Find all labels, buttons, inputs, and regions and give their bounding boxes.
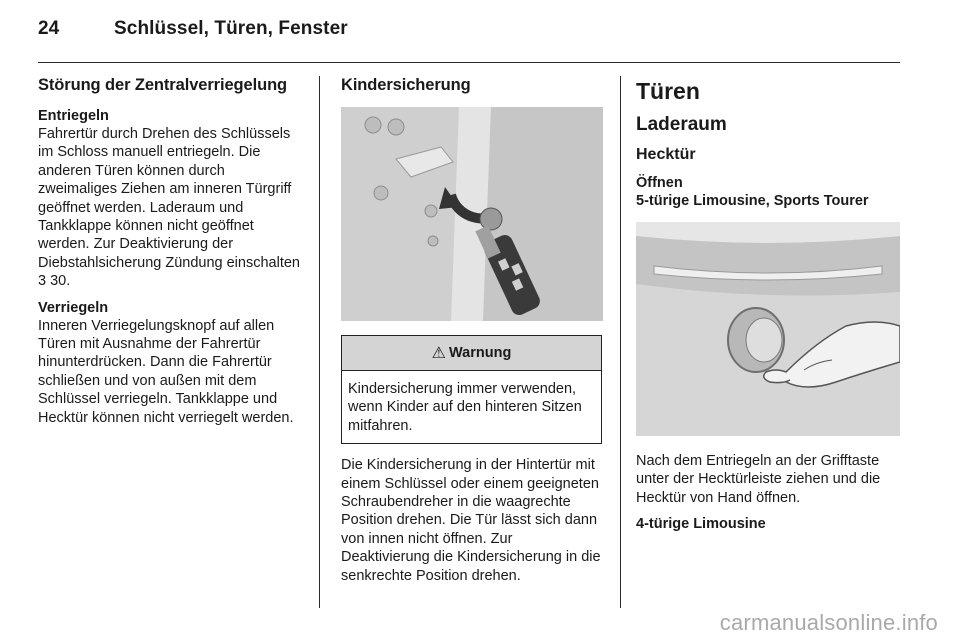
warning-box: [341, 335, 602, 444]
lock-text: Inneren Verriegelungsknopf auf allen Türen mit Ausnahme der Fahrertür hinunterdrücken. Dann die Fahrertür schließen und von außen mit dem Schlüssel verriegeln. Tankklappe und Hecktür können nicht verriegelt werden.: [38, 317, 294, 426]
unlock-text: Fahrertür durch Drehen des Schlüssels im Schloss manuell entriegeln. Die anderen Türen können durch zweimaliges Ziehen am inneren Türgriff geöffnet werden. Laderaum und Tankklappe können nicht geöffnet werden. Zur Deaktivierung der Diebstahlsicherung Zündung einschalten 3 30.: [38, 126, 300, 290]
subheading-unlock: Entriegeln: [38, 108, 109, 124]
variant-5-door: 5-türige Limousine, Sports Tourer: [636, 193, 869, 209]
child-lock-text: Die Kindersicherung in der Hintertür mit einem Schlüssel oder einem geeigneten Schraubendreher in die waagrechte Position drehen. Die Tür lässt sich dann von innen nicht öffnen. Zur Deaktivierung die Kindersicherung in die senkrechte Position drehen.: [341, 457, 601, 584]
doors-title: Türen: [636, 78, 700, 104]
unlock-page-reference: 3 30.: [38, 273, 71, 290]
warning-label: Warnung: [449, 345, 512, 361]
warning-header: [342, 336, 601, 371]
header-rule: [38, 62, 900, 63]
child-lock-illustration: [341, 107, 603, 321]
column-divider-1: [319, 76, 320, 608]
tailgate-handle-illustration: [636, 222, 900, 436]
section-title-child-lock: Kindersicherung: [341, 76, 471, 94]
warning-triangle-icon: ⚠: [431, 345, 447, 362]
watermark: carmanualsonline.info: [719, 610, 938, 635]
column-central-locking: [38, 76, 304, 427]
section-title-central-locking: Störung der Zentralverriegelung: [38, 76, 288, 94]
variant-4-door: 4-türige Limousine: [636, 516, 766, 533]
column-child-lock: [341, 76, 603, 585]
column-divider-2: [620, 76, 621, 608]
warning-text: Kindersicherung immer verwenden, wenn Kinder auf den hinteren Sitzen mitfahren.: [348, 381, 582, 434]
page-header: [38, 18, 348, 48]
subheading-open: Öffnen: [636, 175, 683, 191]
tailgate-open-text: Nach dem Entriegeln an der Grifftaste unter der Hecktürleiste ziehen und die Hecktür von Hand öffnen.: [636, 453, 881, 506]
cargo-title: Laderaum: [636, 114, 727, 135]
column-doors: [636, 76, 900, 533]
subheading-lock: Verriegeln: [38, 299, 109, 316]
page-title: Schlüssel, Türen, Fenster: [114, 18, 348, 39]
page-number: 24: [38, 18, 60, 39]
tailgate-title: Hecktür: [636, 146, 696, 163]
